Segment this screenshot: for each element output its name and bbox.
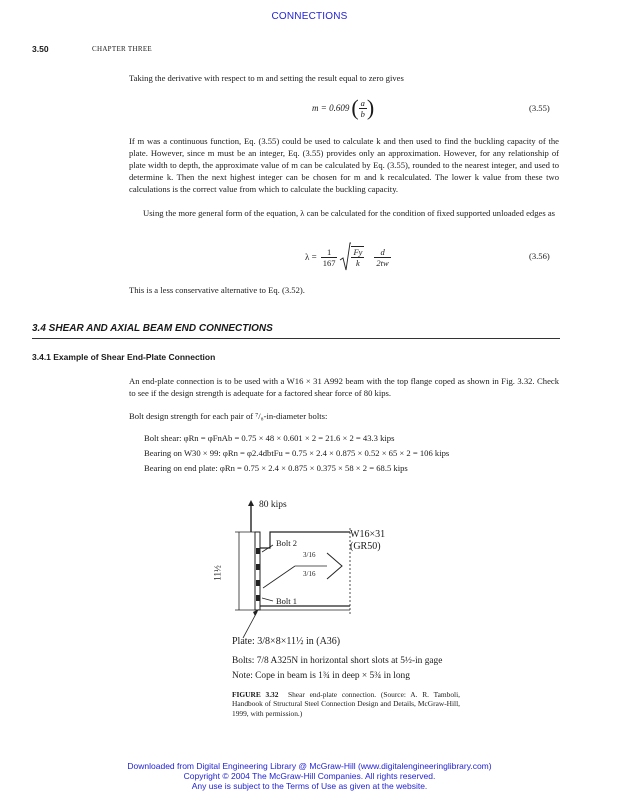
paragraph-3: This is a less conservative alternative to Eq. (3.52). [129, 285, 305, 295]
paragraph-1: If m was a continuous function, Eq. (3.55) could be used to calculate k and then used to find the buckling capacity of the plate. However, since m must be an integer, Eq. (3.55) provides only an approximation. However, for any relationship of plate width to depth, the approximate value of m can be calculated by Eq. (3.55), rounded to the nearest integer, and used to determine k. Then the next highest integer can be chosen for m and k recalculated. The lower k value from these two calculations is the correct value from which to calculate the buckling capacity. [129, 136, 559, 194]
eq355-lhs: m = 0.609 [312, 103, 350, 113]
eq355-denominator: b [360, 108, 365, 119]
bolt-mid-lower [256, 580, 260, 586]
caption-label: FIGURE 3.32 [232, 690, 279, 699]
calc-bearing-end-plate: Bearing on end plate: φRn = 0.75 × 2.4 × 0.875 × 0.375 × 58 × 2 = 68.5 kips [144, 463, 408, 473]
fig-bolt2-label: Bolt 2 [276, 538, 298, 548]
eq356-n2: Fy [353, 247, 363, 257]
intro-paragraph: Taking the derivative with respect to m and setting the result equal to zero gives [129, 73, 404, 83]
section-title: 3.4 SHEAR AND AXIAL BEAM END CONNECTIONS [32, 323, 273, 334]
bolt-top [256, 548, 260, 554]
eq356-d3: 2tw [376, 257, 389, 268]
weld-tail-icon [327, 553, 342, 579]
footer-terms-link[interactable]: Any use is subject to the Terms of Use as given at the website. [191, 781, 428, 791]
eq356-n1: 1 [321, 247, 338, 258]
footer-download-link[interactable]: Downloaded from Digital Engineering Library @ McGraw-Hill (www.digitalengineeringlibrary.com) [127, 761, 492, 771]
beam-top-flange [260, 532, 350, 548]
bolt-mid-upper [256, 564, 260, 570]
fig-weld-bottom: 3/16 [303, 570, 316, 578]
fig-load-label: 80 kips [259, 500, 287, 510]
eq355-number: (3.55) [529, 103, 550, 113]
eq356-lhs: λ = [305, 252, 317, 262]
fig-bolts-note: Bolts: 7/8 A325N in horizontal short slots at 5½-in gage [232, 656, 443, 666]
chapter-title: CHAPTER THREE [92, 45, 152, 53]
subsection-title: 3.4.1 Example of Shear End-Plate Connection [32, 352, 216, 362]
section-rule [32, 338, 560, 339]
footer-copyright: Copyright © 2004 The McGraw-Hill Companies. All rights reserved. [183, 771, 436, 781]
eq355-numerator: a [360, 97, 365, 108]
figure-caption [232, 690, 460, 718]
calc-bearing-w30: Bearing on W30 × 99: φRn = φ2.4dbtFu = 0.75 × 2.4 × 0.875 × 0.52 × 65 × 2 = 106 kips [144, 448, 450, 458]
plate-leader [243, 612, 257, 638]
fig-plate-note: Plate: 3/8×8×11½ in (A36) [232, 636, 341, 647]
eq356-d1: 167 [322, 257, 336, 268]
caption-text: Shear end-plate connection. (Source: A. R. Tamboli, Handbook of Structural Steel Connection Design and Details, McGraw-Hill, 1999, with permission.) [232, 690, 460, 718]
fig-grade-label: (GR50) [350, 541, 381, 552]
paragraph-5: Bolt design strength for each pair of ⁷/₈-in-diameter bolts: [129, 411, 328, 421]
load-arrowhead-icon [248, 500, 254, 506]
bolt-bottom [256, 595, 260, 601]
page-number: 3.50 [32, 44, 49, 54]
paragraph-4: An end-plate connection is to be used with a W16 × 31 A992 beam with the top flange coped as shown in Fig. 3.32. Check to see if the design strength is adequate for a factored shear force of 80 kips. [129, 376, 559, 398]
weld-leader [263, 566, 295, 588]
equation-3-55: m = 0.609 ( $\frac{a}{b}$ ) [312, 95, 375, 120]
equation-3-56 [305, 240, 391, 274]
bolt1-leader [262, 598, 273, 601]
header-link[interactable]: CONNECTIONS [271, 11, 348, 22]
eq356-n3: d [374, 247, 390, 258]
paragraph-2: Using the more general form of the equation, λ can be calculated for the condition of fixed supported unloaded edges as [143, 208, 555, 218]
fig-cope-note: Note: Cope in beam is 1¾ in deep × 5¾ in long [232, 671, 410, 681]
eq356-d2: k [356, 258, 360, 268]
calc-bolt-shear: Bolt shear: φRn = φFnAb = 0.75 × 48 × 0.601 × 2 = 21.6 × 2 = 43.3 kips [144, 433, 395, 443]
fig-depth-label: 11½ [212, 565, 223, 581]
fig-weld-top: 3/16 [303, 551, 316, 559]
sqrt-icon [339, 242, 351, 272]
fig-bolt1-label: Bolt 1 [276, 596, 298, 606]
eq356-number: (3.56) [529, 251, 550, 261]
fig-beam-label: W16×31 [350, 529, 386, 540]
